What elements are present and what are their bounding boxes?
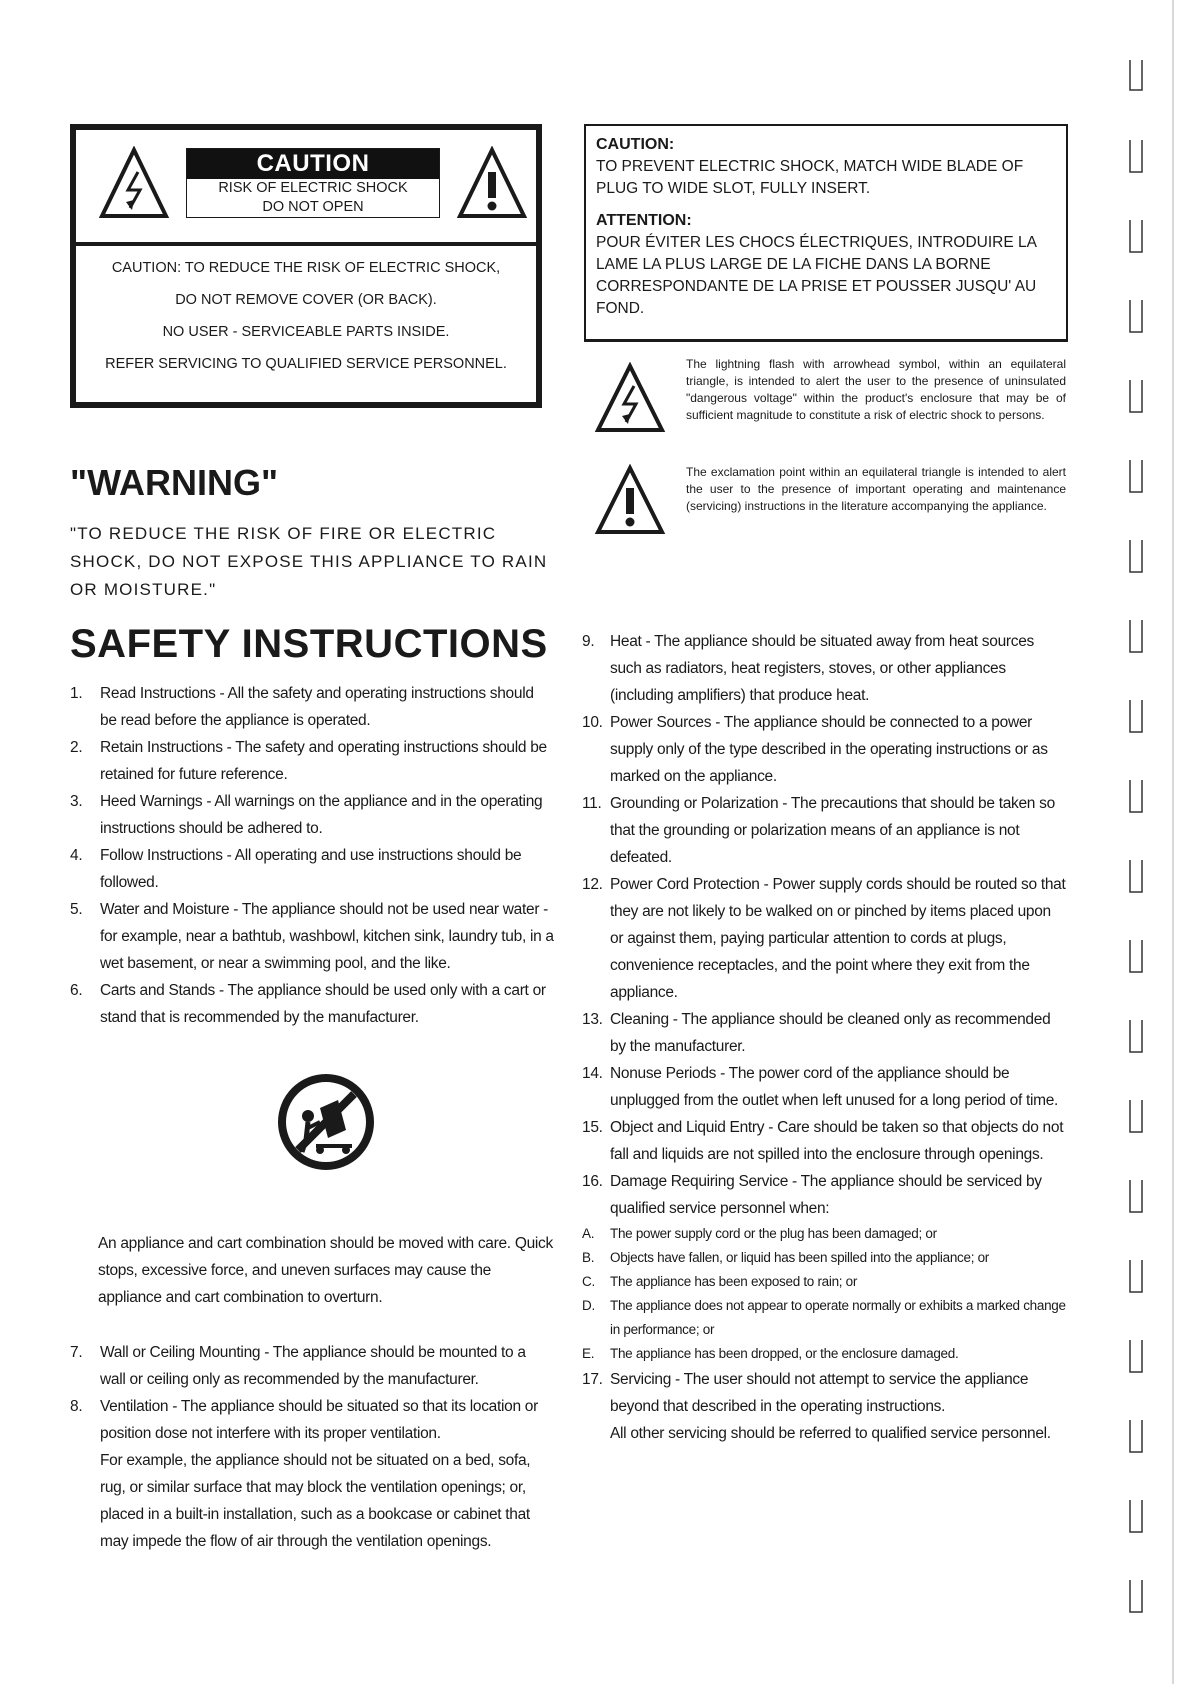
item-text: Follow Instructions - All operating and use instructions should be followed. (100, 847, 522, 891)
item-8-extra (70, 1447, 554, 1555)
item-text: Water and Moisture - The appliance should not be used near water - for example, near a bathtub, washbowl, kitchen sink, laundry tub, in a wet basement, or near a swimming pool, and the like. (100, 901, 554, 972)
list-item (70, 680, 554, 734)
sub-item (582, 1270, 1068, 1294)
sub-item-text: The appliance does not appear to operate normally or exhibits a marked change in performance; or (610, 1298, 1066, 1337)
item-text: Carts and Stands - The appliance should be used only with a cart or stand that is recommended by the manufacturer. (100, 982, 546, 1026)
safety-list-left (70, 680, 554, 1031)
item-text: Power Cord Protection - Power supply cords should be routed so that they are not likely to be walked on or pinched by items placed upon or against them, paying particular attention to cords at plugs, convenience receptacles, and the point where they exit from the appliance. (610, 876, 1066, 1001)
exclamation-triangle-icon (594, 464, 666, 536)
caution-body-line: REFER SERVICING TO QUALIFIED SERVICE PERSONNEL. (105, 356, 507, 372)
warning-title: "WARNING" (70, 462, 279, 503)
item-number: 14. (582, 1065, 603, 1082)
exclamation-symbol-text: The exclamation point within an equilateral triangle is intended to alert the user to the presence of important operating and maintenance (servicing) instructions in the literature accompanying the appliance. (686, 465, 1066, 513)
item-text: Wall or Ceiling Mounting - The appliance should be mounted to a wall or ceiling only as recommended by the manufacturer. (100, 1344, 526, 1388)
item-text: Ventilation - The appliance should be situated so that its location or position dose not interfere with its proper ventilation. (100, 1398, 538, 1442)
item-text: All other servicing should be referred to qualified service personnel. (610, 1425, 1051, 1442)
caution-label-line1: RISK OF ELECTRIC SHOCK (218, 180, 408, 196)
item-number: 17. (582, 1371, 603, 1388)
list-item (70, 734, 554, 788)
caution-label-box (70, 124, 542, 408)
item-number: 15. (582, 1119, 603, 1136)
item-text: Heat - The appliance should be situated away from heat sources such as radiators, heat registers, stoves, or other appliances (including amplifiers) that produce heat. (610, 633, 1034, 704)
exclamation-triangle-icon (456, 146, 528, 220)
list-item (582, 790, 1068, 871)
sub-item-letter: D. (582, 1298, 595, 1313)
item-number: 8. (70, 1398, 83, 1415)
item-text: Object and Liquid Entry - Care should be taken so that objects do not fall and liquids are not spilled into the enclosure through openings. (610, 1119, 1064, 1163)
item-number: 10. (582, 714, 603, 731)
item-text: Power Sources - The appliance should be connected to a power supply only of the type described in the operating instructions or as marked on the appliance. (610, 714, 1048, 785)
list-item (582, 1168, 1068, 1222)
sub-item (582, 1246, 1068, 1270)
caution-body-line: NO USER - SERVICEABLE PARTS INSIDE. (162, 324, 450, 340)
list-item (582, 1006, 1068, 1060)
lightning-triangle-icon (594, 362, 666, 434)
item-number: 4. (70, 847, 83, 864)
sub-item (582, 1342, 1068, 1366)
page-edge-rule (1172, 0, 1174, 1684)
exclamation-symbol-explanation (590, 464, 1070, 544)
caution-body-line: CAUTION: TO REDUCE THE RISK OF ELECTRIC SHOCK, (111, 260, 501, 276)
sub-item-text: The power supply cord or the plug has been damaged; or (610, 1226, 937, 1241)
item-number: 5. (70, 901, 83, 918)
lightning-symbol-text: The lightning flash with arrowhead symbol, within an equilateral triangle, is intended to alert the user to the presence of uninsulated "dangerous voltage" within the product's enclosure that may be of sufficient magnitude to constitute a risk of electric shock to persons. (686, 357, 1066, 422)
lightning-triangle-icon (98, 146, 170, 220)
list-item (582, 871, 1068, 1006)
list-item (70, 1339, 554, 1393)
sub-item-text: The appliance has been exposed to rain; or (610, 1274, 858, 1289)
item-number: 1. (70, 685, 83, 702)
item-text: Read Instructions - All the safety and operating instructions should be read before the appliance is operated. (100, 685, 534, 729)
safety-instructions-title: SAFETY INSTRUCTIONS (70, 622, 548, 666)
plug-caution-box (584, 124, 1068, 342)
cart-caption: An appliance and cart combination should be moved with care. Quick stops, excessive force, and uneven surfaces may cause the appliance and cart combination to overturn. (98, 1235, 553, 1306)
item-text: Nonuse Periods - The power cord of the appliance should be unplugged from the outlet when left unused for a long period of time. (610, 1065, 1059, 1109)
warning-text: "TO REDUCE THE RISK OF FIRE OR ELECTRIC SHOCK, DO NOT EXPOSE THIS APPLIANCE TO RAIN OR MOISTURE." (70, 524, 548, 599)
list-item (582, 709, 1068, 790)
plug-caution-text: TO PREVENT ELECTRIC SHOCK, MATCH WIDE BLADE OF PLUG TO WIDE SLOT, FULLY INSERT. (596, 158, 1024, 197)
list-item (582, 1060, 1068, 1114)
item-text: Grounding or Polarization - The precautions that should be taken so that the grounding or polarization means of an appliance is not defeated. (610, 795, 1055, 866)
item-text: For example, the appliance should not be situated on a bed, sofa, rug, or similar surface that may block the ventilation openings; or, placed in a built-in installation, such as a bookcase or cabinet that may impede the flow of air through the ventilation openings. (100, 1452, 531, 1550)
cart-tipover-icon (276, 1072, 376, 1172)
list-item (70, 896, 554, 977)
sub-item-letter: C. (582, 1274, 595, 1289)
sub-item (582, 1222, 1068, 1246)
item-number: 16. (582, 1173, 603, 1190)
caution-body-line: DO NOT REMOVE COVER (OR BACK). (175, 292, 437, 308)
sub-item-letter: A. (582, 1226, 595, 1241)
caution-label-top (76, 130, 536, 246)
list-item (70, 977, 554, 1031)
item-text: Damage Requiring Service - The appliance should be serviced by qualified service personnel when: (610, 1173, 1042, 1217)
item-number: 7. (70, 1344, 83, 1361)
item-text: Servicing - The user should not attempt to service the appliance beyond that described in the operating instructions. (610, 1371, 1029, 1415)
item-number: 13. (582, 1011, 603, 1028)
item-number: 12. (582, 876, 603, 893)
safety-list-left-continued (70, 1339, 554, 1555)
item-text: Cleaning - The appliance should be cleaned only as recommended by the manufacturer. (610, 1011, 1051, 1055)
caution-banner: CAUTION (187, 149, 439, 179)
list-item (582, 628, 1068, 709)
caution-label-line2: DO NOT OPEN (262, 199, 364, 215)
list-item (70, 842, 554, 896)
sub-item-text: The appliance has been dropped, or the enclosure damaged. (610, 1346, 959, 1361)
sub-item-text: Objects have fallen, or liquid has been spilled into the appliance; or (610, 1250, 990, 1265)
caution-body (76, 252, 536, 380)
attention-heading: ATTENTION: (596, 212, 692, 229)
attention-text: POUR ÉVITER LES CHOCS ÉLECTRIQUES, INTRODUIRE LA LAME LA PLUS LARGE DE LA FICHE DANS LA BORNE CORRESPONDANTE DE LA PRISE ET POUSSER JUSQU' AU FOND. (596, 234, 1037, 317)
sub-item-letter: B. (582, 1250, 595, 1265)
plug-caution-heading: CAUTION: (596, 136, 675, 153)
item-text: Heed Warnings - All warnings on the appliance and in the operating instructions should be adhered to. (100, 793, 543, 837)
lightning-symbol-explanation (590, 356, 1070, 452)
list-item (582, 1114, 1068, 1168)
item-number: 2. (70, 739, 83, 756)
item-number: 6. (70, 982, 83, 999)
caution-label (186, 148, 440, 218)
list-item (70, 1393, 554, 1447)
sub-item-letter: E. (582, 1346, 595, 1361)
safety-list-right (582, 628, 1068, 1447)
list-item (70, 788, 554, 842)
item-number: 9. (582, 633, 595, 650)
sub-item (582, 1294, 1068, 1342)
item-number: 11. (582, 795, 602, 812)
item-number: 3. (70, 793, 83, 810)
list-item (582, 1366, 1068, 1420)
item-text: Retain Instructions - The safety and operating instructions should be retained for future reference. (100, 739, 547, 783)
page-edge-markers (1120, 40, 1150, 1660)
item-17-extra (582, 1420, 1068, 1447)
